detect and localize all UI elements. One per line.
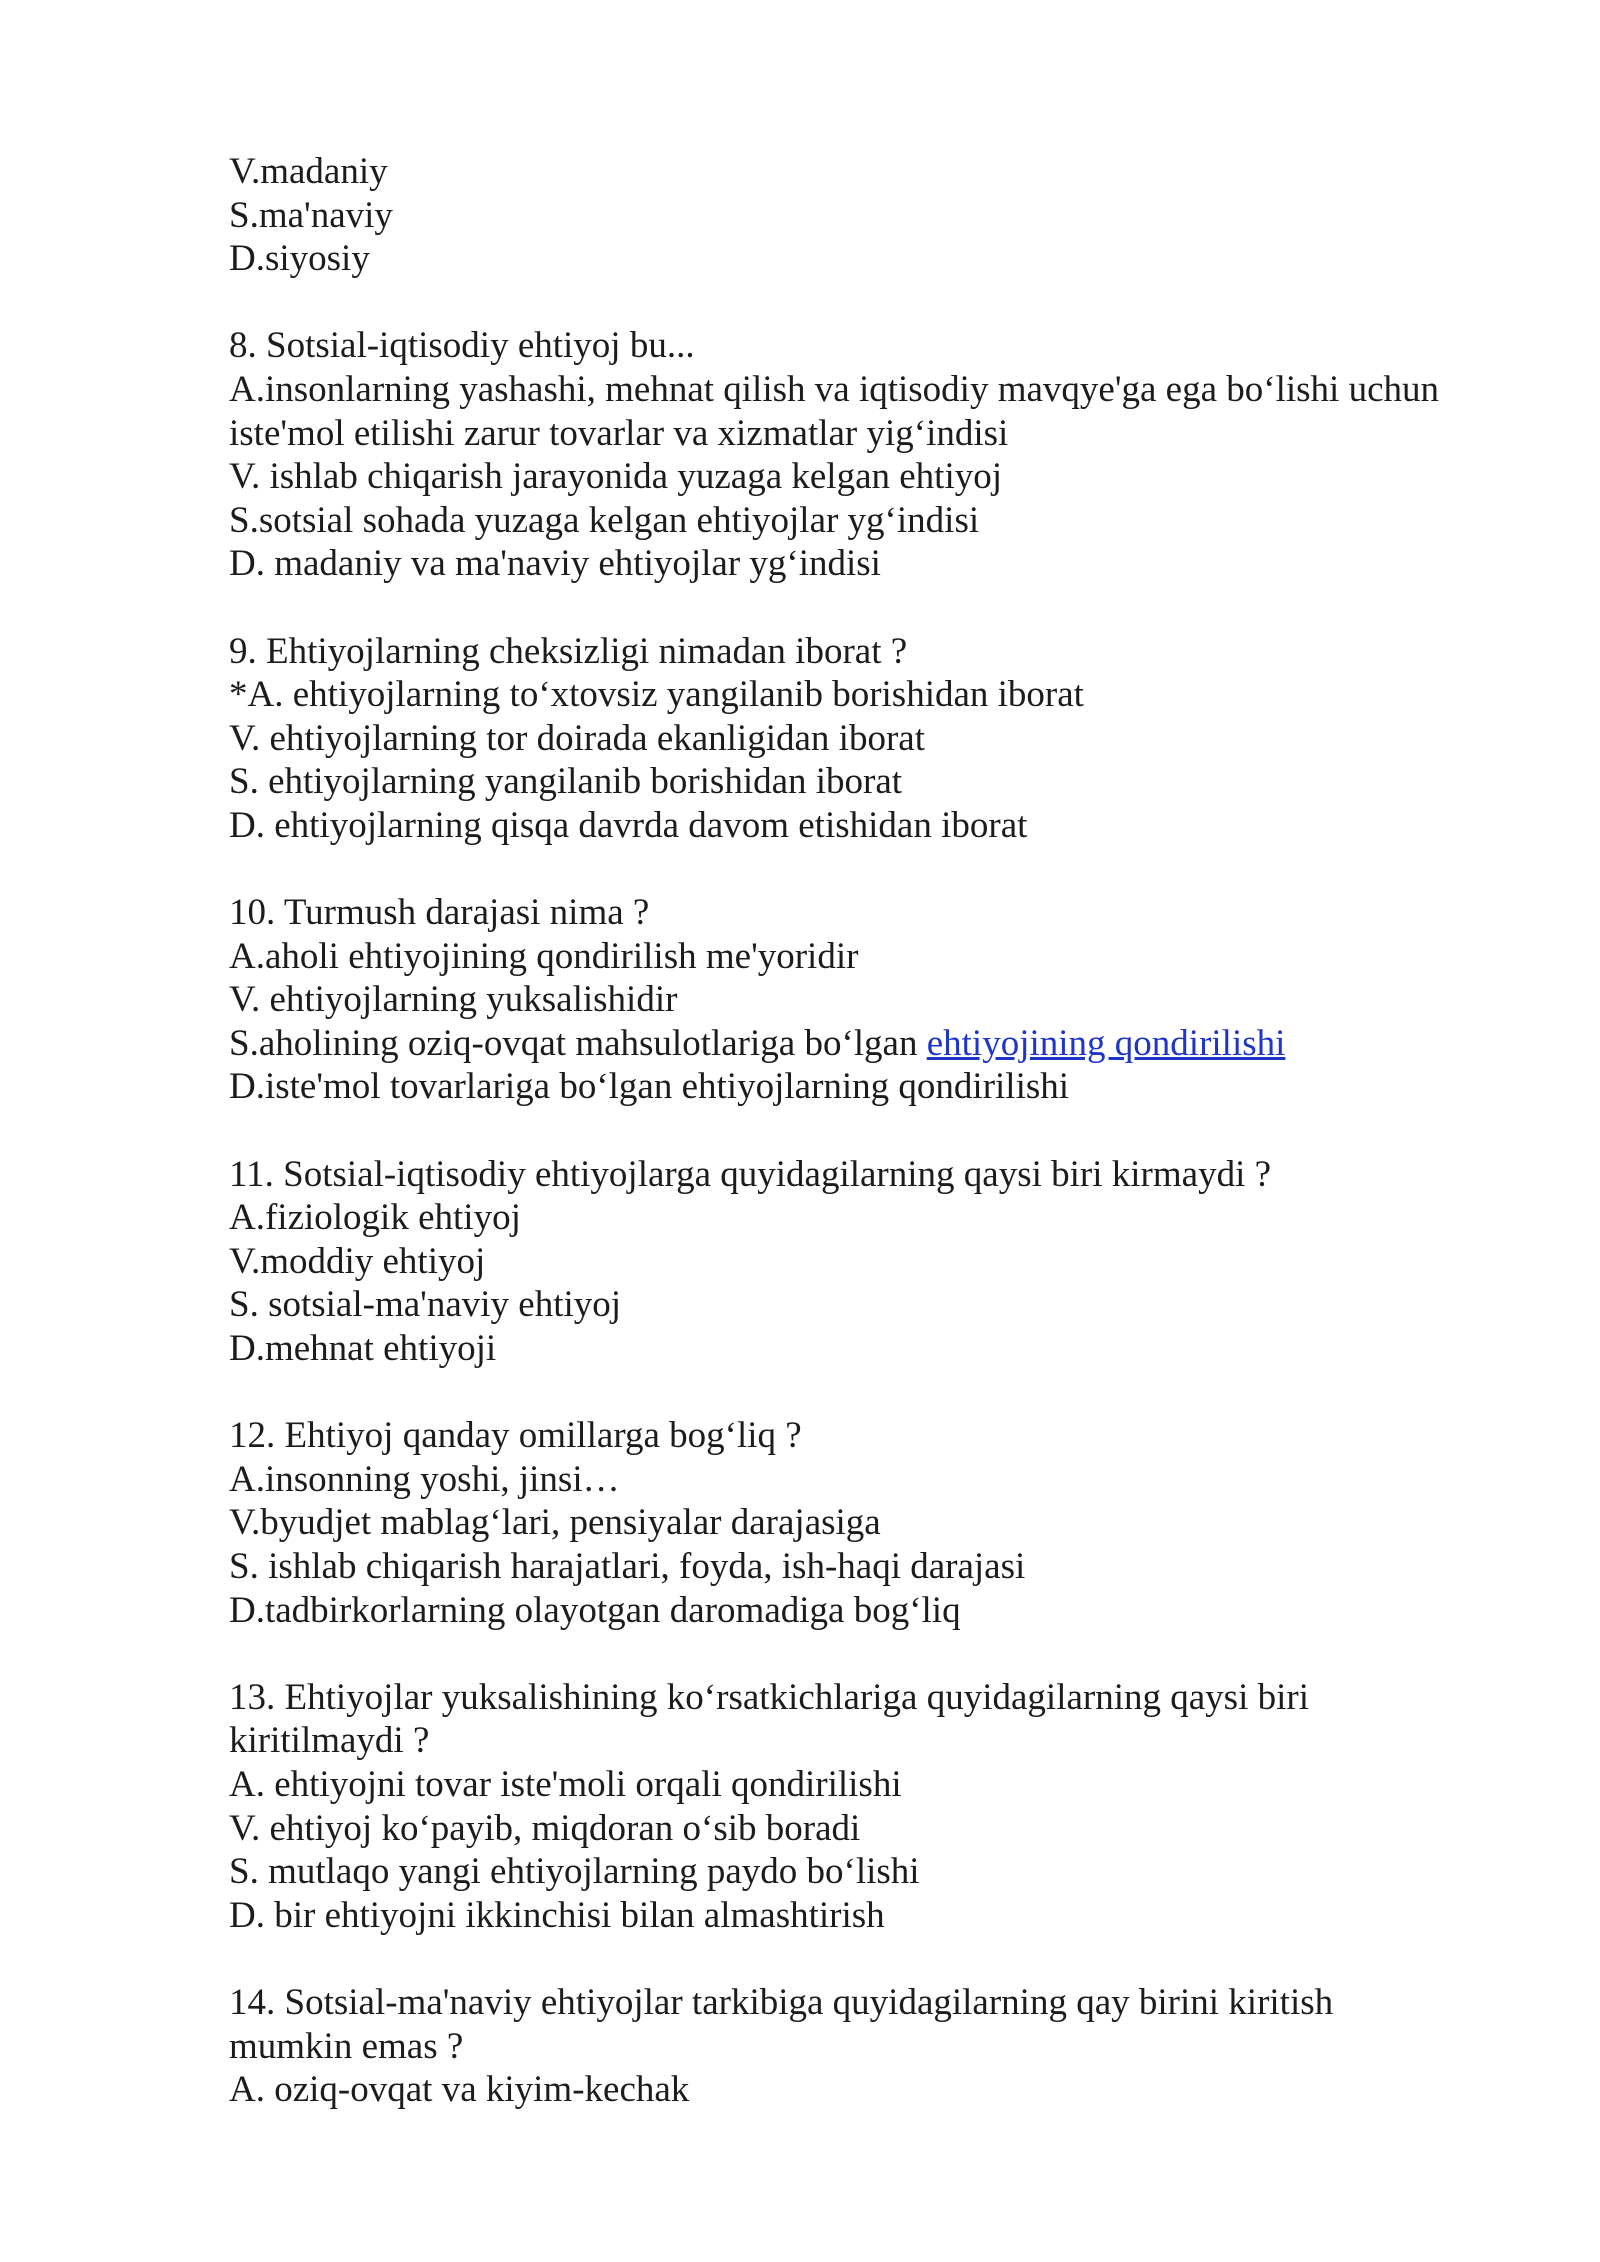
spacer [229, 586, 1529, 630]
answer-option-continuation: iste'mol etilishi zarur tovarlar va xizmatlar yig‘indisi [229, 412, 1009, 454]
answer-option: D. ehtiyojlarning qisqa davrda davom etishidan iborat [229, 804, 1028, 846]
answer-option-marked: *A. ehtiyojlarning to‘xtovsiz yangilanib borishidan iborat [229, 674, 1084, 716]
question-10: 10. Turmush darajasi nima ? [229, 892, 650, 934]
answer-option: D. bir ehtiyojni ikkinchisi bilan almashtirish [229, 1894, 885, 1936]
answer-option: S. ishlab chiqarish harajatlari, foyda, ish-haqi darajasi [229, 1546, 1026, 1587]
answer-option: S.ma'naviy [229, 194, 393, 236]
answer-option-text: S.aholining oziq-ovqat mahsulotlariga bo‘lgan [229, 1022, 927, 1064]
answer-option: V.byudjet mablag‘lari, pensiyalar darajasiga [229, 1502, 881, 1544]
answer-option: S. sotsial-ma'naviy ehtiyoj [229, 1284, 622, 1326]
question-9: 9. Ehtiyojlarning cheksizligi nimadan iborat ? [229, 630, 908, 672]
spacer [229, 848, 1529, 892]
spacer [229, 1109, 1529, 1153]
answer-option: S. mutlaqo yangi ehtiyojlarning paydo bo‘lishi [229, 1851, 920, 1893]
answer-option: D.iste'mol tovarlariga bo‘lgan ehtiyojlarning qondirilishi [229, 1066, 1070, 1108]
answer-option: A. oziq-ovqat va kiyim-kechak [229, 2069, 690, 2111]
answer-option-with-link [229, 1022, 1529, 1066]
answer-option: A.insonlarning yashashi, mehnat qilish va iqtisodiy mavqye'ga ega bo‘lishi uchun [229, 368, 1439, 410]
answer-option: A. ehtiyojni tovar iste'moli orqali qondirilishi [229, 1763, 902, 1805]
spacer [229, 1632, 1529, 1676]
answer-option: A.aholi ehtiyojining qondirilish me'yoridir [229, 935, 859, 977]
question-13: 13. Ehtiyojlar yuksalishining ko‘rsatkichlariga quyidagilarning qaysi biri [229, 1676, 1309, 1718]
answer-option: A.insonning yoshi, jinsi… [229, 1458, 620, 1500]
answer-option: V. ehtiyoj ko‘payib, miqdoran o‘sib boradi [229, 1807, 861, 1849]
question-14-continuation: mumkin emas ? [229, 2025, 464, 2067]
answer-option: V.moddiy ehtiyoj [229, 1240, 486, 1282]
question-8: 8. Sotsial-iqtisodiy ehtiyoj bu... [229, 325, 695, 367]
answer-option: D.siyosiy [229, 238, 370, 280]
answer-option: S. ehtiyojlarning yangilanib borishidan iborat [229, 761, 903, 803]
answer-option: D.tadbirkorlarning olayotgan daromadiga bog‘liq [229, 1589, 961, 1631]
spacer [229, 1937, 1529, 1981]
question-14: 14. Sotsial-ma'naviy ehtiyojlar tarkibiga quyidagilarning qay birini kiritish [229, 1981, 1334, 2023]
answer-option: D. madaniy va ma'naviy ehtiyojlar yg‘indisi [229, 543, 881, 585]
document-page [229, 150, 1529, 2112]
answer-option: V. ehtiyojlarning yuksalishidir [229, 979, 678, 1021]
answer-option: V. ishlab chiqarish jarayonida yuzaga kelgan ehtiyoj [229, 456, 1003, 498]
question-12: 12. Ehtiyoj qanday omillarga bog‘liq ? [229, 1415, 802, 1457]
hyperlink[interactable]: ehtiyojining qondirilishi [926, 1022, 1286, 1064]
answer-option: A.fiziologik ehtiyoj [229, 1197, 521, 1239]
answer-option: V.madaniy [229, 151, 388, 192]
spacer [229, 1371, 1529, 1415]
question-11: 11. Sotsial-iqtisodiy ehtiyojlarga quyidagilarning qaysi biri kirmaydi ? [229, 1153, 1272, 1195]
answer-option: V. ehtiyojlarning tor doirada ekanligidan iborat [229, 717, 925, 759]
spacer [229, 281, 1529, 325]
answer-option: S.sotsial sohada yuzaga kelgan ehtiyojlar yg‘indisi [229, 499, 980, 541]
question-13-continuation: kiritilmaydi ? [229, 1720, 430, 1762]
answer-option: D.mehnat ehtiyoji [229, 1328, 497, 1370]
